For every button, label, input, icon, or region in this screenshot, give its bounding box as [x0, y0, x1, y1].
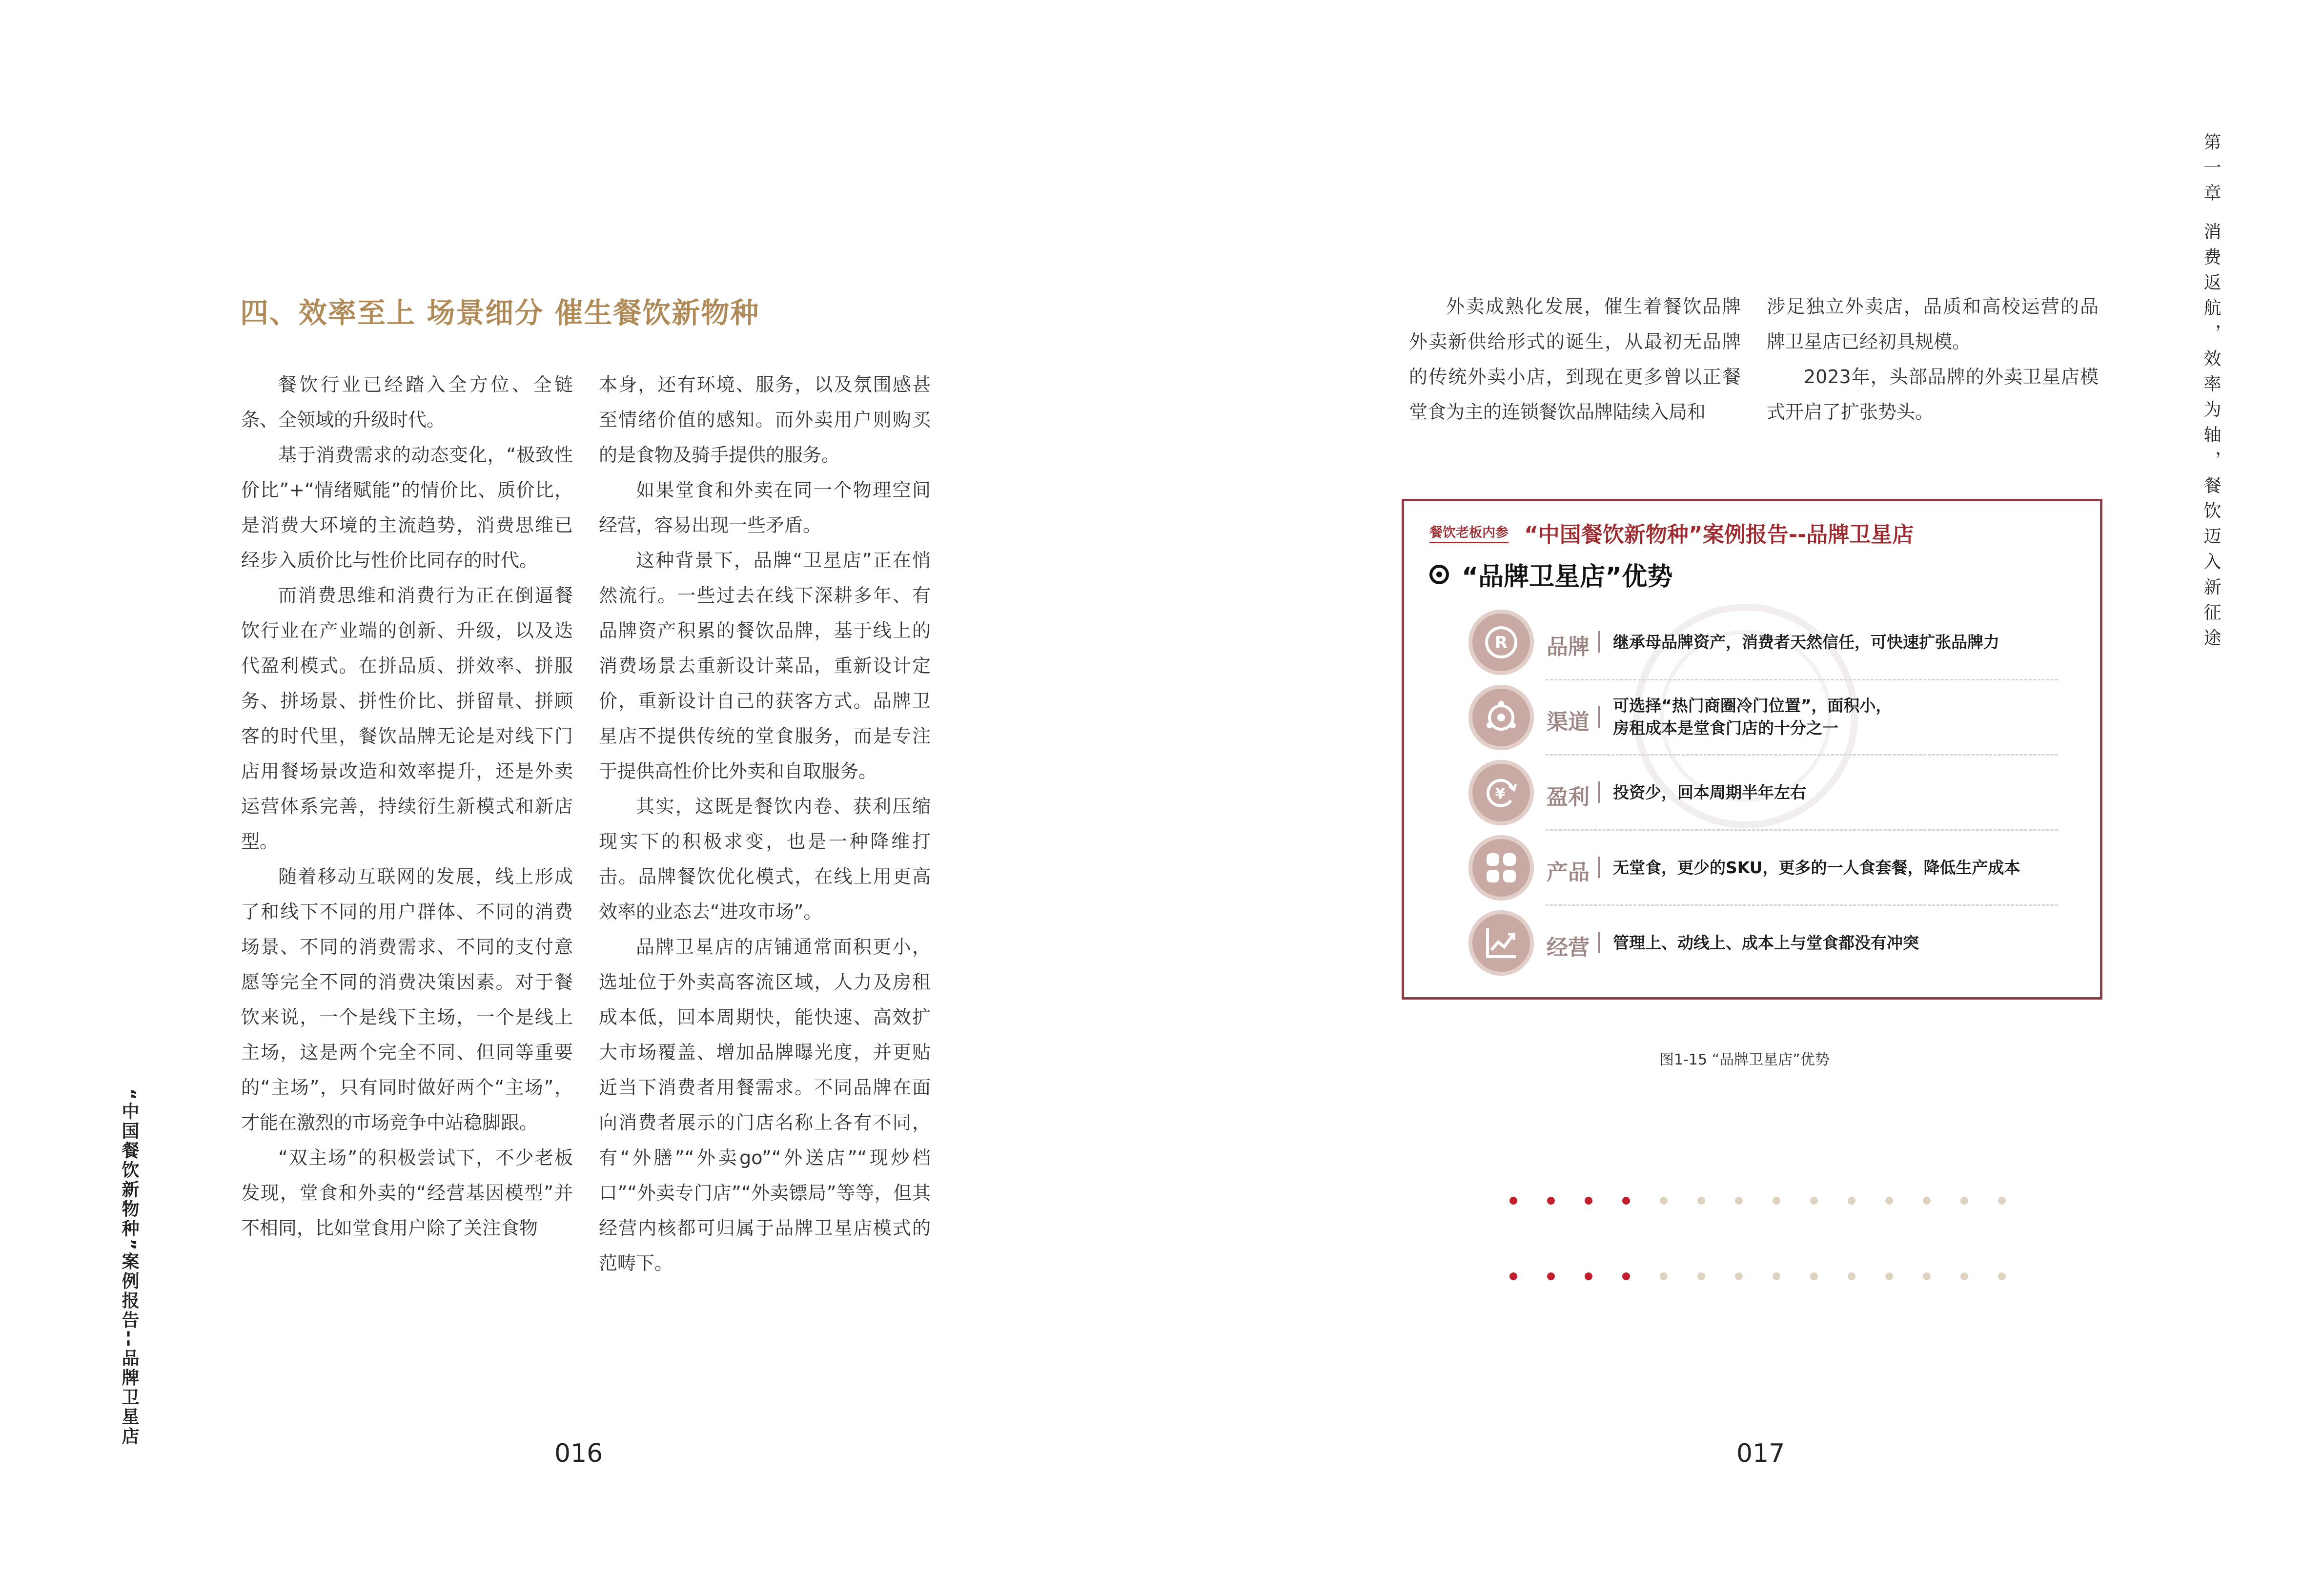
right-column-2	[1767, 289, 2099, 430]
advantage-label: 盈利	[1547, 785, 1590, 810]
figure-header	[1429, 517, 1914, 548]
right-column-1	[1409, 289, 1741, 430]
advantage-row-channel	[1468, 685, 2054, 758]
grid-icon	[1468, 835, 1534, 901]
dot	[1547, 1272, 1555, 1280]
row-divider	[1546, 904, 2058, 906]
paragraph: 这种背景下，品牌“卫星店”正在悄然流行。一些过去在线下深耕多年、有品牌资产积累的餐饮品牌，基于线上的消费场景去重新设计菜品，重新设计定价，重新设计自己的获客方式。品牌卫星店不提供传统的堂食服务，而是专注于提供高性价比外卖和自取服务。	[599, 550, 931, 782]
dot	[1885, 1272, 1893, 1280]
svg-text:¥: ¥	[1495, 785, 1506, 802]
figure-caption: 图1-15 “品牌卫星店”优势	[1659, 1051, 1830, 1068]
paragraph: 而消费思维和消费行为正在倒逼餐饮行业在产业端的创新、升级，以及迭代盈利模式。在拼品质、拼效率、拼服务、拼场景、拼性价比、拼留量、拼顾客的时代里，餐饮品牌无论是对线下门店用餐场景改造和效率提升，还是外卖运营体系完善，持续衍生新模式和新店型。	[241, 585, 573, 852]
row-divider	[1546, 754, 2058, 756]
advantage-desc-line: 继承母品牌资产，消费者天然信任，可快速扩张品牌力	[1613, 633, 1999, 652]
dot	[1960, 1197, 1968, 1205]
advantage-row-product	[1468, 835, 2054, 908]
paragraph-continued: 涉足独立外卖店，品质和高校运营的品牌卫星店已经初具规模。	[1767, 296, 2099, 352]
advantage-row-operation	[1468, 910, 2054, 983]
left-column-1	[241, 367, 573, 1246]
dot	[1697, 1197, 1705, 1205]
advantage-row-profit	[1468, 760, 2054, 833]
label-separator	[1598, 857, 1600, 878]
dot	[1885, 1197, 1893, 1205]
svg-text:R: R	[1494, 633, 1508, 653]
paragraph: 随着移动互联网的发展，线上形成了和线下不同的用户群体、不同的消费场景、不同的消费需求、不同的支付意愿等完全不同的消费决策因素。对于餐饮来说，一个是线下主场，一个是线上主场，这是两个完全不同、但同等重要的“主场”，只有同时做好两个“主场”，才能在激烈的市场竞争中站稳脚跟。	[241, 866, 573, 1133]
dot	[1810, 1197, 1818, 1205]
dot	[1697, 1272, 1705, 1280]
label-separator	[1598, 631, 1600, 653]
advantage-row-brand	[1468, 610, 2054, 683]
paragraph: 品牌卫星店的店铺通常面积更小，选址位于外卖高客流区域，人力及房租成本低，回本周期快，能快速、高效扩大市场覆盖、增加品牌曝光度，并更贴近当下消费者用餐需求。不同品牌在面向消费者展示的门店名称上各有不同，有“外膳”“外卖go”“外送店”“现炒档口”“外卖专门店”“外卖镖局”等等，但其经营内核都可归属于品牌卫星店模式的范畴下。	[599, 936, 931, 1274]
trend-chart-icon	[1468, 910, 1534, 976]
section-title: 四、效率至上 场景细分 催生餐饮新物种	[240, 296, 760, 329]
dot	[1998, 1197, 2006, 1205]
dot	[1735, 1272, 1743, 1280]
dot	[1960, 1272, 1968, 1280]
dot	[1660, 1197, 1668, 1205]
dot	[1848, 1197, 1855, 1205]
dot	[1773, 1197, 1780, 1205]
figure-subtitle-text: “品牌卫星店”优势	[1462, 562, 1673, 592]
decorative-dot-row	[1509, 1197, 2006, 1205]
left-page-spine: “中国餐饮新物种”案例报告--品牌卫星店	[119, 1088, 139, 1447]
advantage-desc-line: 可选择“热门商圈冷门位置”，面积小，	[1613, 696, 1892, 715]
decorative-dot-row	[1509, 1272, 2006, 1280]
page-number-left: 016	[554, 1439, 603, 1468]
advantage-desc-line: 管理上、动线上、成本上与堂食都没有冲突	[1613, 933, 1919, 952]
advantage-label: 渠道	[1547, 710, 1590, 735]
advantage-desc	[1613, 695, 1892, 739]
brand-logo: 餐饮老板内参	[1429, 522, 1509, 543]
dot	[1547, 1197, 1555, 1205]
dot	[1660, 1272, 1668, 1280]
paragraph: “双主场”的积极尝试下，不少老板发现，堂食和外卖的“经营基因模型”并不相同，比如堂食用户除了关注食物	[241, 1147, 573, 1239]
advantage-desc	[1613, 781, 1806, 804]
row-divider	[1546, 679, 2058, 680]
advantage-desc	[1613, 857, 2020, 879]
dot	[1810, 1272, 1818, 1280]
dot	[1509, 1272, 1517, 1280]
r-icon	[1468, 610, 1534, 675]
dot	[1509, 1197, 1517, 1205]
page-number-right: 017	[1736, 1439, 1785, 1468]
chapter-spine: 第一章 消费返航，效率为轴，餐饮迈入新征途	[2201, 133, 2221, 654]
paragraph: 外卖成熟化发展，催生着餐饮品牌外卖新供给形式的诞生，从最初无品牌的传统外卖小店，到现在更多曾以正餐堂食为主的连锁餐饮品牌陆续入局和	[1409, 296, 1741, 423]
advantage-desc-line: 投资少，回本周期半年左右	[1613, 783, 1806, 802]
paragraph: 基于消费需求的动态变化，“极致性价比”+“情绪赋能”的情价比、质价比，是消费大环境的主流趋势，消费思维已经步入质价比与性价比同存的时代。	[241, 444, 573, 571]
advantage-label: 品牌	[1547, 635, 1590, 659]
dot	[1923, 1272, 1931, 1280]
yuan-icon	[1468, 760, 1534, 825]
dot	[1773, 1272, 1780, 1280]
advantage-desc-line: 房租成本是堂食门店的十分之一	[1613, 718, 1838, 737]
paragraph: 餐饮行业已经踏入全方位、全链条、全领域的升级时代。	[241, 374, 573, 430]
advantage-desc	[1613, 932, 1919, 954]
channel-icon	[1468, 685, 1534, 750]
label-separator	[1598, 781, 1600, 803]
dot	[1585, 1197, 1592, 1205]
paragraph: 如果堂食和外卖在同一个物理空间经营，容易出现一些矛盾。	[599, 479, 931, 536]
bullet-circle-icon	[1429, 565, 1449, 584]
paragraph: 2023年，头部品牌的外卖卫星店模式开启了扩张势头。	[1767, 366, 2099, 423]
dot	[1923, 1197, 1931, 1205]
advantage-label: 经营	[1547, 935, 1590, 960]
dot	[1998, 1272, 2006, 1280]
dot	[1848, 1272, 1855, 1280]
row-divider	[1546, 829, 2058, 831]
dot	[1622, 1272, 1630, 1280]
paragraph: 其实，这既是餐饮内卷、获利压缩现实下的积极求变，也是一种降维打击。品牌餐饮优化模式，在线上用更高效率的业态去“进攻市场”。	[599, 796, 931, 922]
advantage-desc	[1613, 631, 1999, 654]
label-separator	[1598, 706, 1600, 728]
dot	[1735, 1197, 1743, 1205]
dot	[1622, 1197, 1630, 1205]
advantage-desc-line: 无堂食，更少的SKU，更多的一人食套餐，降低生产成本	[1613, 858, 2020, 877]
figure-title: “中国餐饮新物种”案例报告--品牌卫星店	[1524, 522, 1914, 547]
label-separator	[1598, 932, 1600, 953]
left-column-2	[599, 367, 931, 1281]
advantages-figure	[1402, 499, 2102, 1000]
dot	[1585, 1272, 1592, 1280]
advantage-label: 产品	[1547, 860, 1590, 885]
figure-subtitle	[1429, 556, 1672, 593]
paragraph-continued: 本身，还有环境、服务，以及氛围感甚至情绪价值的感知。而外卖用户则购买的是食物及骑手提供的服务。	[599, 374, 931, 466]
